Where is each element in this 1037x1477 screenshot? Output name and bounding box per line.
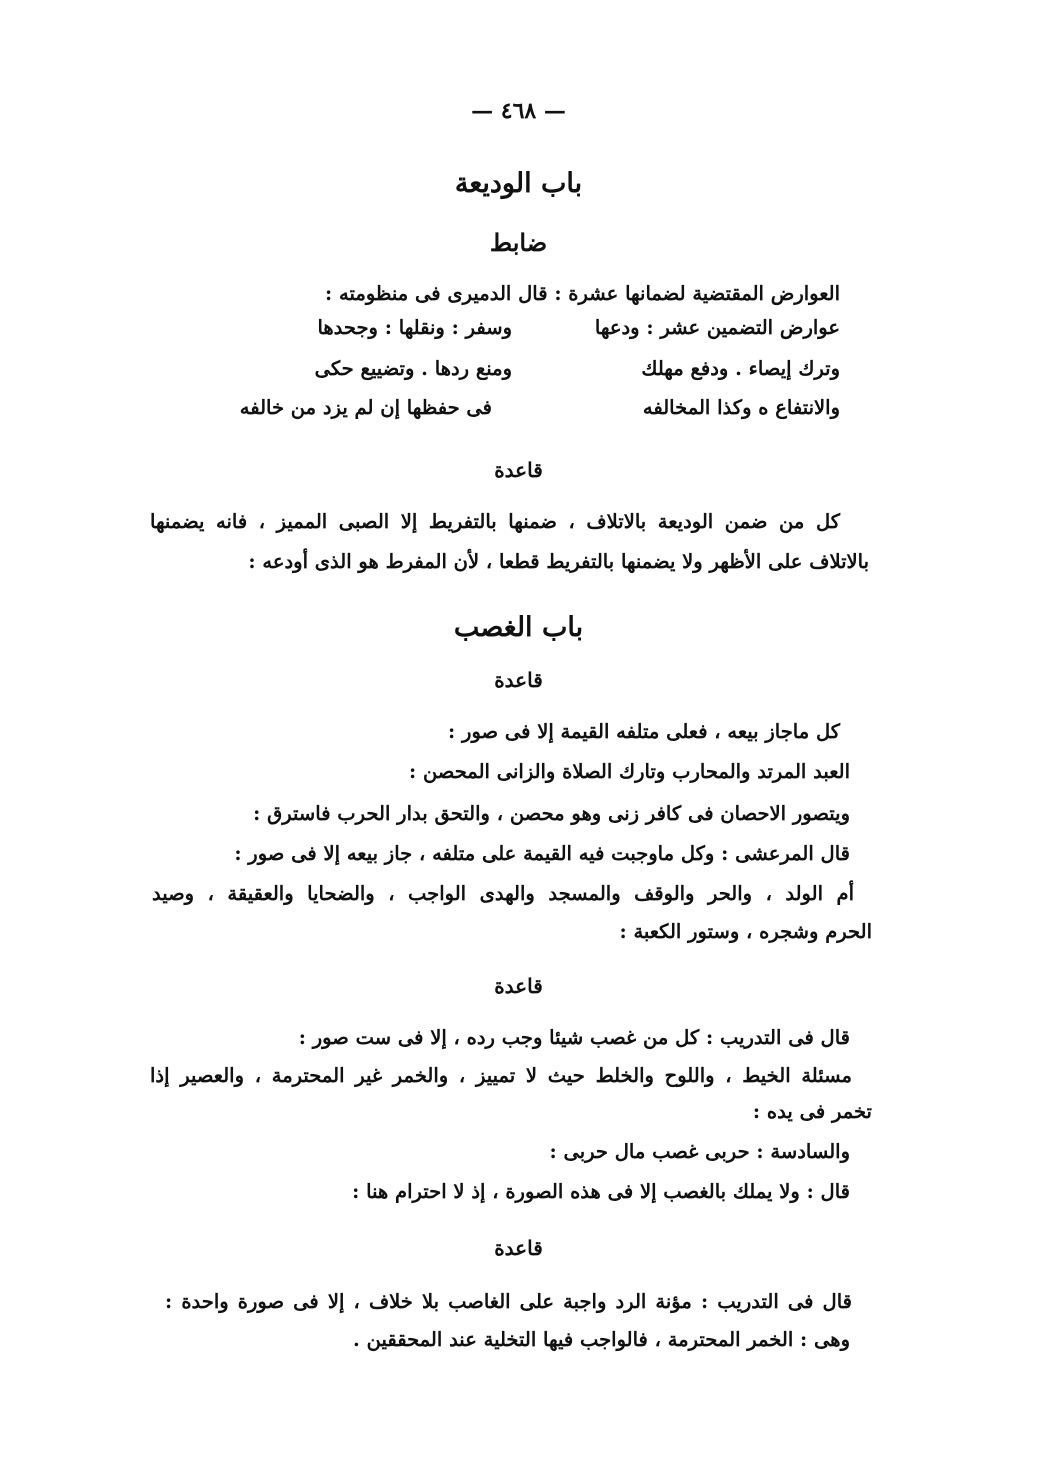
qaida-wadia-line-2: بالاتلاف على الأظهر ولا يضمنها بالتفريط قطعا ، لأن المفرط هو الذى أودعه : <box>248 550 869 573</box>
qaida-ghasb2-line-5: قال : ولا يملك بالغصب إلا فى هذه الصورة ، إذ لا احترام هنا : <box>352 1180 850 1203</box>
qaida-ghasb1-line-2: العبد المرتد والمحارب وتارك الصلاة والزانى المحصن : <box>408 760 850 783</box>
page-number: — ٤٦٨ — <box>471 98 566 124</box>
qaida-ghasb1-line-1: كل ماجاز بيعه ، فعلى متلفه القيمة إلا فى صور : <box>448 720 840 743</box>
qaida-heading-wadia: قاعدة <box>494 458 543 482</box>
verse-3-first: والانتفاع ه وكذا المخالفه <box>642 396 840 419</box>
section-heading-dabit: ضابط <box>489 228 548 257</box>
qaida-ghasb3-line-2: وهى : الخمر المحترمة ، فالواجب فيها التخلية عند المحققين . <box>353 1328 850 1351</box>
chapter-title-wadia: باب الوديعة <box>454 168 583 199</box>
verse-1-first: عوارض التضمين عشر : ودعها <box>594 316 840 339</box>
verse-3-second: فى حفظها إن لم يزد من خالفه <box>239 396 492 419</box>
qaida-ghasb3-line-1: قال فى التدريب : مؤنة الرد واجبة على الغاصب بلا خلاف ، إلا فى صورة واحدة : <box>165 1290 852 1313</box>
qaida-ghasb2-line-2: مسئلة الخيط ، واللوح والخلط حيث لا تمييز ، والخمر غير المحترمة ، والعصير إذا <box>150 1064 852 1087</box>
qaida-ghasb2-line-4: والسادسة : حربى غصب مال حربى : <box>549 1140 850 1163</box>
qaida-ghasb2-line-1: قال فى التدريب : كل من غصب شيئا وجب رده ، إلا فى ست صور : <box>298 1026 850 1049</box>
verse-2-first: وترك إيصاء . ودفع مهلك <box>641 357 840 380</box>
qaida-ghasb2-line-3: تخمر فى يده : <box>752 1100 872 1123</box>
qaida-heading-ghasb-3: قاعدة <box>494 1236 543 1260</box>
qaida-ghasb1-line-6: الحرم وشجره ، وستور الكعبة : <box>619 920 872 943</box>
qaida-heading-ghasb-2: قاعدة <box>494 974 543 998</box>
qaida-heading-ghasb-1: قاعدة <box>494 668 543 692</box>
chapter-title-ghasb: باب الغصب <box>453 612 584 643</box>
qaida-wadia-line-1: كل من ضمن الوديعة بالاتلاف ، ضمنها بالتفريط إلا الصبى المميز ، فانه يضمنها <box>150 510 840 533</box>
verse-1-second: وسفر : ونقلها : وجحدها <box>317 316 512 339</box>
qaida-ghasb1-line-5: أم الولد ، والحر والوقف والمسجد والهدى الواجب ، والضحايا والعقيقة ، وصيد <box>152 882 854 905</box>
qaida-ghasb1-line-4: قال المرعشى : وكل ماوجبت فيه القيمة على متلفه ، جاز بيعه إلا فى صور : <box>234 842 850 865</box>
verse-2-second: ومنع ردها . وتضييع حكى <box>314 357 512 380</box>
dabit-intro: العوارض المقتضية لضمانها عشرة : قال الدميرى فى منظومته : <box>325 282 840 305</box>
qaida-ghasb1-line-3: ويتصور الاحصان فى كافر زنى وهو محصن ، والتحق بدار الحرب فاسترق : <box>253 802 850 825</box>
